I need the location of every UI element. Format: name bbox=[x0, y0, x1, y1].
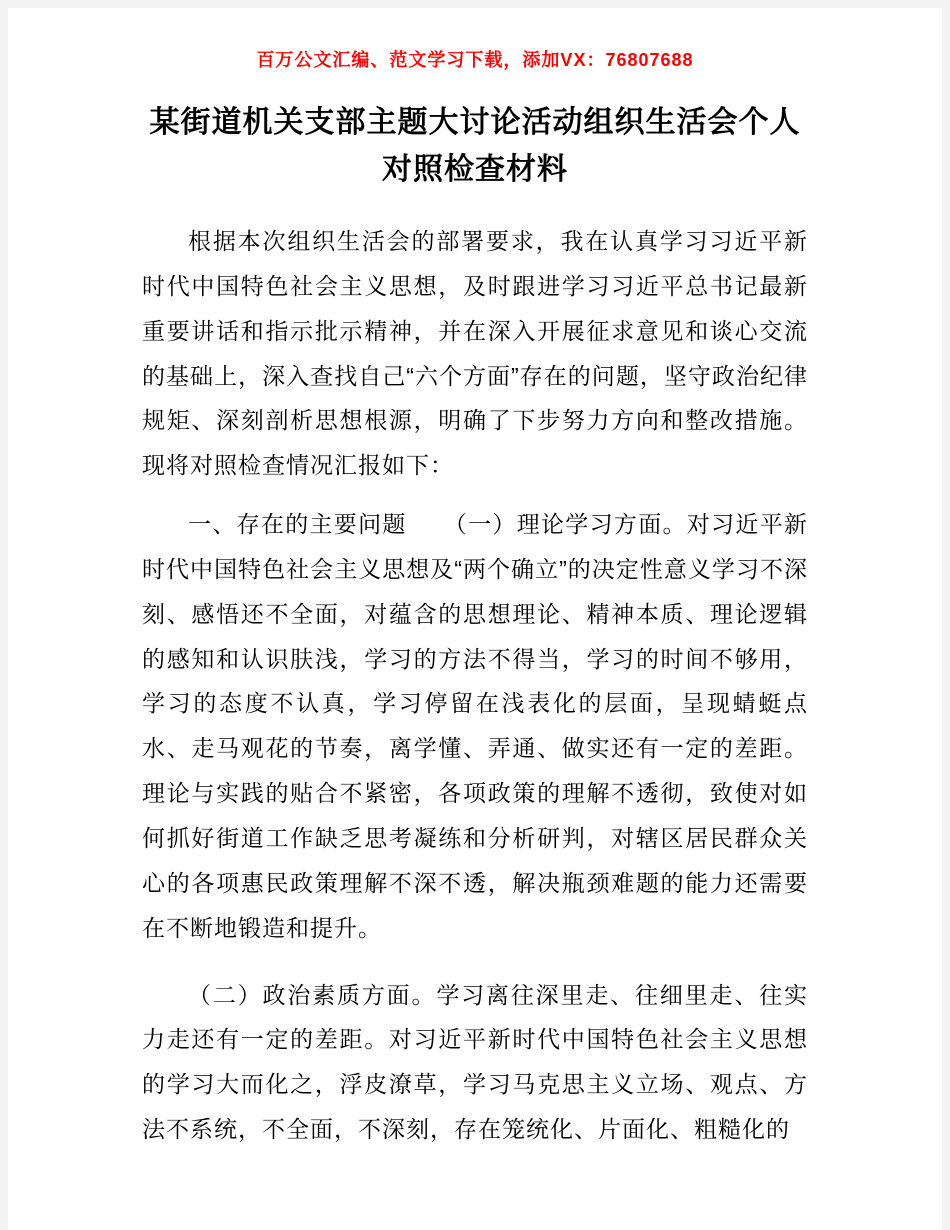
document-body bbox=[142, 219, 808, 1152]
paragraph-main-problems: 一、存在的主要问题 （一）理论学习方面。对习近平新时代中国特色社会主义思想及“两个确立”的决定性意义学习不深刻、感悟还不全面，对蕴含的思想理论、精神本质、理论逻辑的感知和认识肤浅，学习的方法不得当，学习的时间不够用，学习的态度不认真，学习停留在浅表化的层面，呈现蜻蜓点水、走马观花的节奏，离学懂、弄通、做实还有一定的差距。理论与实践的贴合不紧密，各项政策的理解不透彻，致使对如何抓好街道工作缺乏思考凝练和分析研判，对辖区居民群众关心的各项惠民政策理解不深不透，解决瓶颈难题的能力还需要在不断地锻造和提升。 bbox=[142, 511, 808, 941]
document-title: 某街道机关支部主题大讨论活动组织生活会个人对照检查材料 bbox=[149, 106, 801, 186]
document-page bbox=[8, 8, 942, 1230]
header-notice: 百万公文汇编、范文学习下载，添加VX：76807688 bbox=[256, 50, 694, 70]
paragraph-intro: 根据本次组织生活会的部署要求，我在认真学习习近平新时代中国特色社会主义思想，及时跟进学习习近平总书记最新重要讲话和指示批示精神，并在深入开展征求意见和谈心交流的基础上，深入查找自己“六个方面”存在的问题，坚守政治纪律规矩、深刻剖析思想根源，明确了下步努力方向和整改措施。现将对照检查情况汇报如下： bbox=[142, 228, 808, 479]
paragraph-political-quality: （二）政治素质方面。学习离往深里走、往细里走、往实力走还有一定的差距。对习近平新时代中国特色社会主义思想的学习大而化之，浮皮潦草，学习马克思主义立场、观点、方法不系统，不全面，不深刻，存在笼统化、片面化、粗糙化的 bbox=[142, 981, 808, 1143]
